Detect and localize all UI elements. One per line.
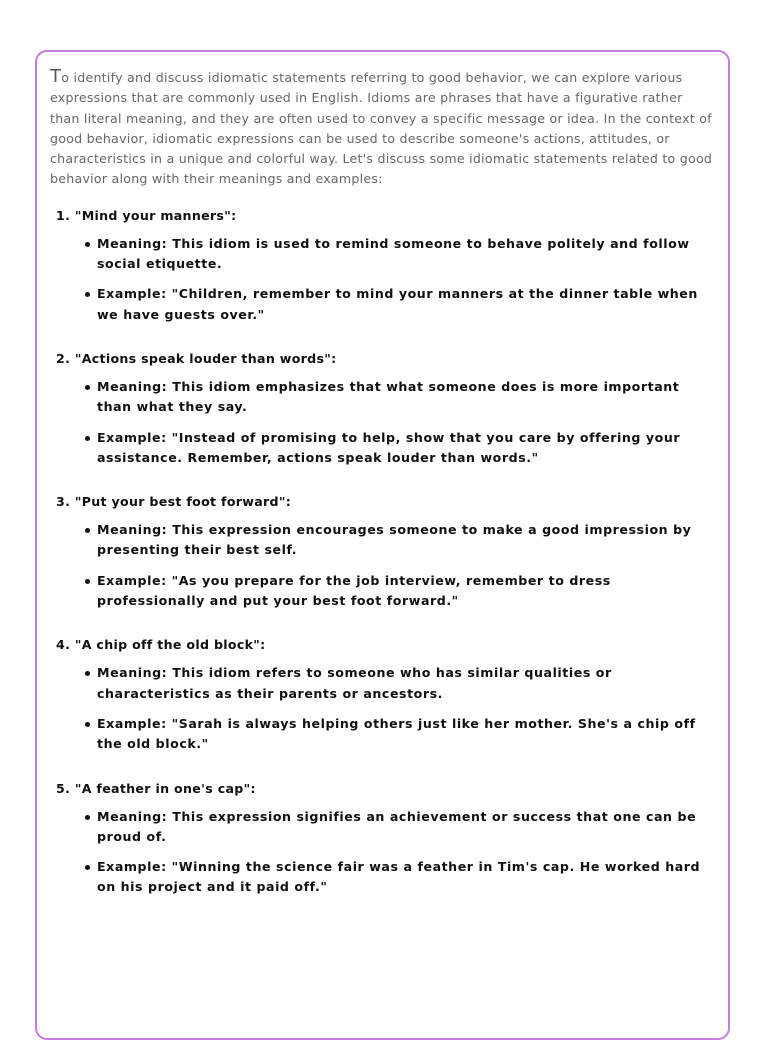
idiom-bullets: [50, 520, 715, 611]
idiom-bullets: [50, 234, 715, 325]
idiom-example: Example: "Children, remember to mind your manners at the dinner table when we have guests over.": [97, 284, 715, 325]
idiom-title: 5. "A feather in one's cap":: [56, 780, 256, 796]
idiom-meaning: Meaning: This expression encourages someone to make a good impression by presenting their best self.: [97, 520, 715, 561]
idiom-meaning: Meaning: This idiom emphasizes that what someone does is more important than what they say.: [97, 377, 715, 418]
idiom-title: 4. "A chip off the old block":: [56, 637, 266, 653]
idiom-item-2: [50, 349, 715, 468]
idiom-example: Example: "Instead of promising to help, show that you care by offering your assistance. Remember, actions speak louder than words.": [97, 428, 715, 469]
idiom-meaning: Meaning: This idiom is used to remind someone to behave politely and follow social etiquette.: [97, 234, 715, 275]
idiom-title: 3. "Put your best foot forward":: [56, 494, 292, 510]
idiom-meaning: Meaning: This expression signifies an achievement or success that one can be proud of.: [97, 807, 715, 848]
idiom-example: Example: "Winning the science fair was a feather in Tim's cap. He worked hard on his project and it paid off.": [97, 857, 715, 898]
idiom-example: Example: "Sarah is always helping others just like her mother. She's a chip off the old block.": [97, 714, 715, 755]
idiom-list: [50, 206, 715, 898]
idiom-item-1: [50, 206, 715, 325]
idiom-meaning: Meaning: This idiom refers to someone who has similar qualities or characteristics as their parents or ancestors.: [97, 663, 715, 704]
document-content: [50, 68, 715, 922]
idiom-bullets: [50, 377, 715, 468]
idiom-bullets: [50, 663, 715, 754]
idiom-title: 2. "Actions speak louder than words":: [56, 350, 337, 366]
idiom-item-3: [50, 492, 715, 611]
idiom-item-5: [50, 779, 715, 898]
idiom-item-4: [50, 635, 715, 754]
intro-dropcap: T: [50, 66, 62, 87]
idiom-bullets: [50, 807, 715, 898]
idiom-title: 1. "Mind your manners":: [56, 207, 237, 223]
idiom-example: Example: "As you prepare for the job interview, remember to dress professionally and put your best foot forward.": [97, 571, 715, 612]
intro-paragraph: [50, 68, 715, 190]
intro-text: o identify and discuss idiomatic statements referring to good behavior, we can explore various expressions that are commonly used in English. Idioms are phrases that have a figurative rather than literal meaning, and they are often used to convey a specific message or idea. In the context of good behavior, idiomatic expressions can be used to describe someone's actions, attitudes, or characteristics in a unique and colorful way. Let's discuss some idiomatic statements related to good behavior along with their meanings and examples:: [50, 70, 713, 187]
